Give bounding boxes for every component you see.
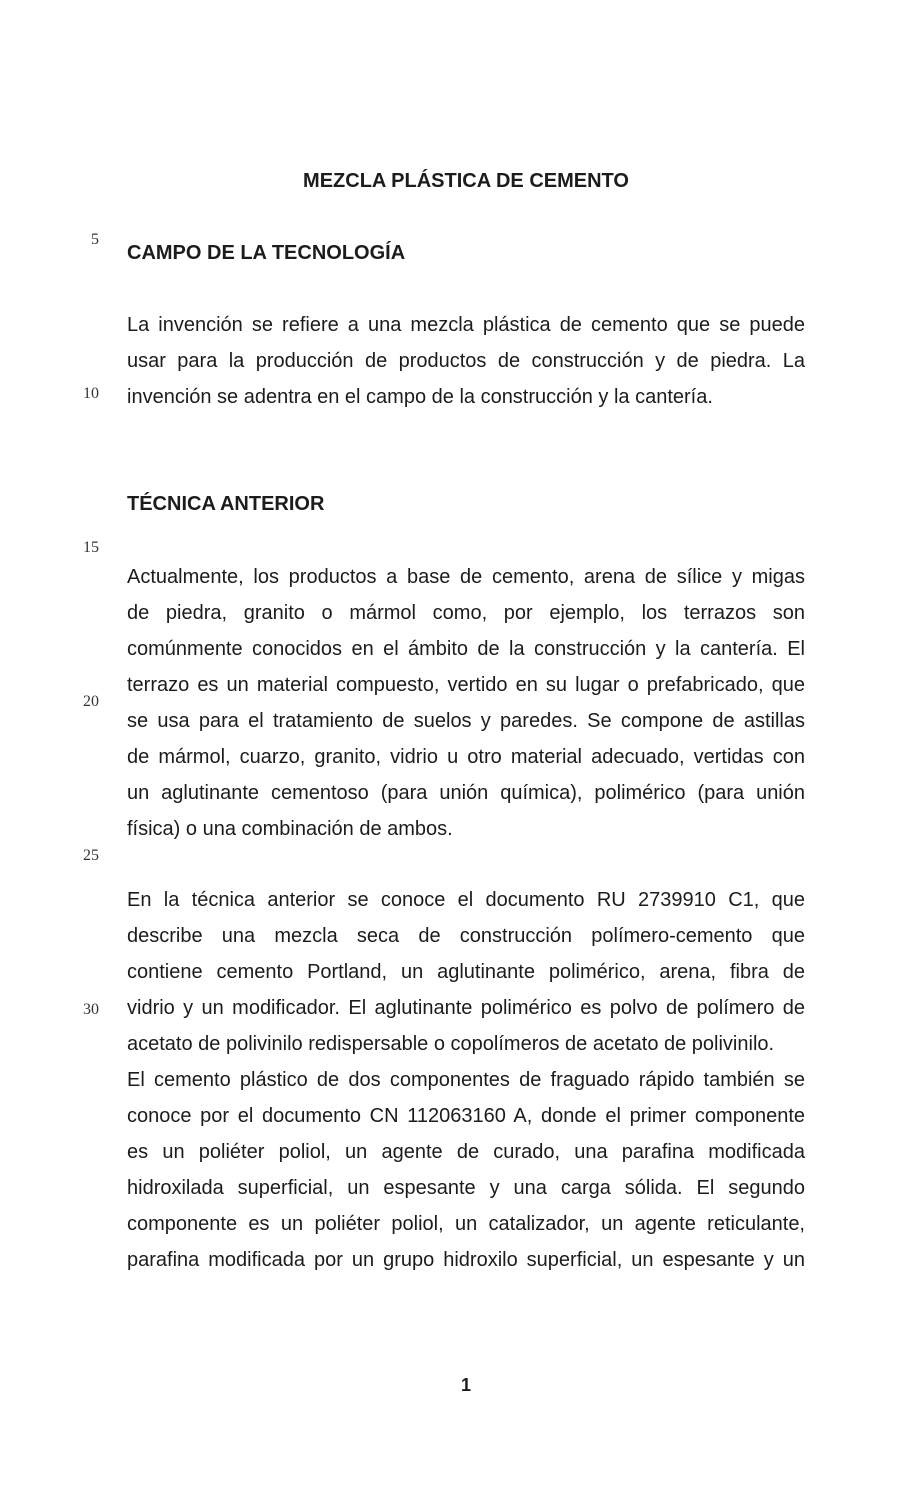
paragraph-line: de piedra, granito o mármol como, por ejemplo, los terrazos son (127, 602, 805, 624)
paragraph-line: vidrio y un modificador. El aglutinante polimérico es polvo de polímero de (127, 997, 805, 1019)
line-number-20: 20 (83, 693, 99, 710)
paragraph-line: En la técnica anterior se conoce el documento RU 2739910 C1, que (127, 889, 805, 911)
paragraph-line: Actualmente, los productos a base de cemento, arena de sílice y migas (127, 566, 805, 588)
paragraph-line: invención se adentra en el campo de la construcción y la cantería. (127, 386, 713, 408)
paragraph-line: conoce por el documento CN 112063160 A, donde el primer componente (127, 1105, 805, 1127)
paragraph-line: contiene cemento Portland, un aglutinante polimérico, arena, fibra de (127, 961, 805, 983)
line-number-25: 25 (83, 847, 99, 864)
paragraph-line: componente es un poliéter poliol, un catalizador, un agente reticulante, (127, 1213, 805, 1235)
paragraph-line: describe una mezcla seca de construcción polímero-cemento que (127, 925, 805, 947)
paragraph-line: hidroxilada superficial, un espesante y una carga sólida. El segundo (127, 1177, 805, 1199)
paragraph-line: usar para la producción de productos de construcción y de piedra. La (127, 350, 805, 372)
document-title: MEZCLA PLÁSTICA DE CEMENTO (303, 170, 629, 192)
line-number-30: 30 (83, 1001, 99, 1018)
section-heading-prior-art: TÉCNICA ANTERIOR (127, 493, 325, 515)
paragraph-line: parafina modificada por un grupo hidroxilo superficial, un espesante y un (127, 1249, 805, 1271)
paragraph-line: terrazo es un material compuesto, vertido en su lugar o prefabricado, que (127, 674, 805, 696)
paragraph-line: es un poliéter poliol, un agente de curado, una parafina modificada (127, 1141, 805, 1163)
paragraph-line: física) o una combinación de ambos. (127, 818, 453, 840)
paragraph-line: La invención se refiere a una mezcla plástica de cemento que se puede (127, 314, 805, 336)
paragraph-line: acetato de polivinilo redispersable o copolímeros de acetato de polivinilo. (127, 1033, 775, 1055)
line-number-10: 10 (83, 385, 99, 402)
paragraph-line: comúnmente conocidos en el ámbito de la construcción y la cantería. El (127, 638, 805, 660)
section-heading-field: CAMPO DE LA TECNOLOGÍA (127, 242, 406, 264)
paragraph-line: se usa para el tratamiento de suelos y paredes. Se compone de astillas (127, 710, 805, 732)
paragraph-line: un aglutinante cementoso (para unión química), polimérico (para unión (127, 782, 805, 804)
line-number-15: 15 (83, 539, 99, 556)
paragraph-line: El cemento plástico de dos componentes de fraguado rápido también se (127, 1069, 805, 1091)
page-number: 1 (460, 1375, 471, 1395)
paragraph-line: de mármol, cuarzo, granito, vidrio u otro material adecuado, vertidas con (127, 746, 805, 768)
line-number-5: 5 (91, 231, 99, 248)
